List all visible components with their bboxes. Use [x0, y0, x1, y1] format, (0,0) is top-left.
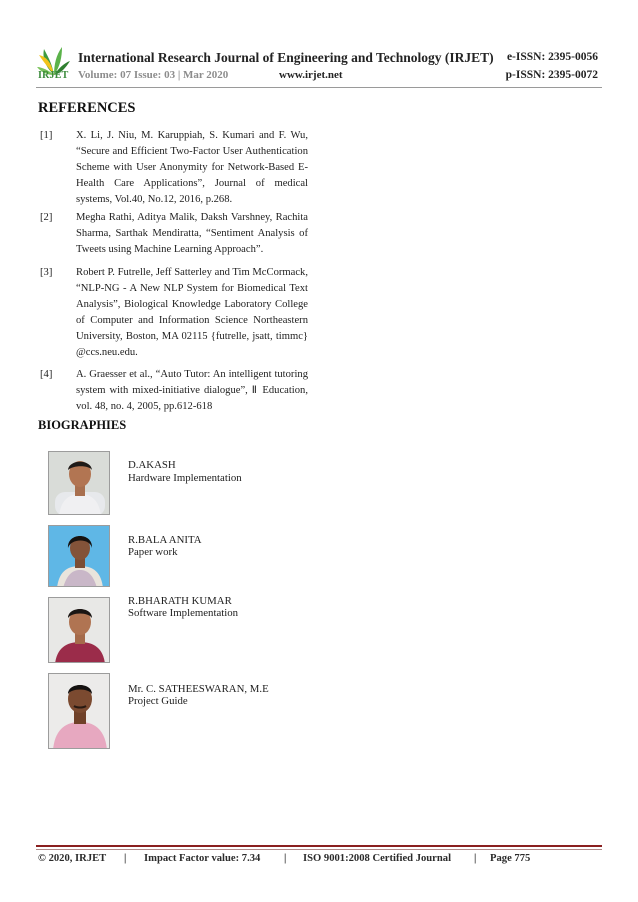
reference-text: Megha Rathi, Aditya Malik, Daksh Varshney, Rachita Sharma, Sarthak Mendiratta, “Sentiment Analysis of Tweets using Machine Learning Approach”.	[76, 212, 308, 255]
biography-name: D.AKASH	[128, 459, 176, 471]
reference-text: X. Li, J. Niu, M. Karuppiah, S. Kumari and F. Wu, “Secure and Efficient Two-Factor User Authentication Scheme with User Anonymity for Network-Based E-Health Care Applications”, Journal of medical systems, Vol.40, No.12, 2016, p.268.	[76, 130, 308, 205]
footer-separator: |	[284, 853, 287, 864]
biography-name: R.BALA ANITA	[128, 534, 202, 546]
biography-role: Paper work	[128, 546, 178, 558]
header-divider	[36, 87, 602, 88]
pissn: p-ISSN: 2395-0072	[505, 69, 598, 81]
volume-issue: Volume: 07 Issue: 03 | Mar 2020	[78, 69, 229, 81]
biographies-heading: BIOGRAPHIES	[38, 418, 127, 432]
footer-page-number: Page 775	[490, 853, 531, 864]
author-photo	[48, 525, 110, 587]
footer-divider	[36, 845, 602, 847]
reference-number: [1]	[40, 130, 53, 141]
journal-title: International Research Journal of Engineering and Technology (IRJET)	[78, 50, 494, 65]
biography-name: R.BHARATH KUMAR	[128, 595, 232, 607]
journal-website-link[interactable]: www.irjet.net	[279, 69, 343, 81]
footer-impact-factor: Impact Factor value: 7.34	[144, 853, 261, 864]
references-heading: REFERENCES	[38, 100, 136, 116]
footer-divider-thin	[36, 849, 602, 850]
eissn: e-ISSN: 2395-0056	[506, 51, 598, 63]
footer-separator: |	[124, 853, 127, 864]
footer-separator: |	[474, 853, 477, 864]
footer-iso: ISO 9001:2008 Certified Journal	[303, 853, 452, 864]
biography-role: Software Implementation	[128, 607, 239, 619]
biography-role: Project Guide	[128, 695, 188, 707]
reference-number: [2]	[40, 212, 53, 223]
page-header	[0, 0, 638, 92]
footer-copyright: © 2020, IRJET	[38, 853, 107, 864]
reference-number: [4]	[40, 369, 53, 380]
reference-text: Robert P. Futrelle, Jeff Satterley and Tim McCormack, “NLP-NG - A New NLP System for Biomedical Text Analysis”, Biological Knowledge Laboratory College of Computer and Information Science Northeastern University, Boston, MA 02115 {futrelle, jsatt, timmc} @ccs.neu.edu.	[76, 267, 308, 358]
reference-number: [3]	[40, 267, 53, 278]
logo-text: IRJET	[38, 70, 69, 81]
author-photo	[48, 451, 110, 515]
biography-name: Mr. C. SATHEESWARAN, M.E	[128, 683, 269, 695]
author-photo	[48, 597, 110, 663]
reference-text: A. Graesser et al., “Auto Tutor: An intelligent tutoring system with mixed-initiative dialogue”, Ⅱ Education, vol. 48, no. 4, 2005, pp.612-618	[76, 369, 308, 412]
biography-role: Hardware Implementation	[128, 472, 242, 484]
author-photo	[48, 673, 110, 749]
